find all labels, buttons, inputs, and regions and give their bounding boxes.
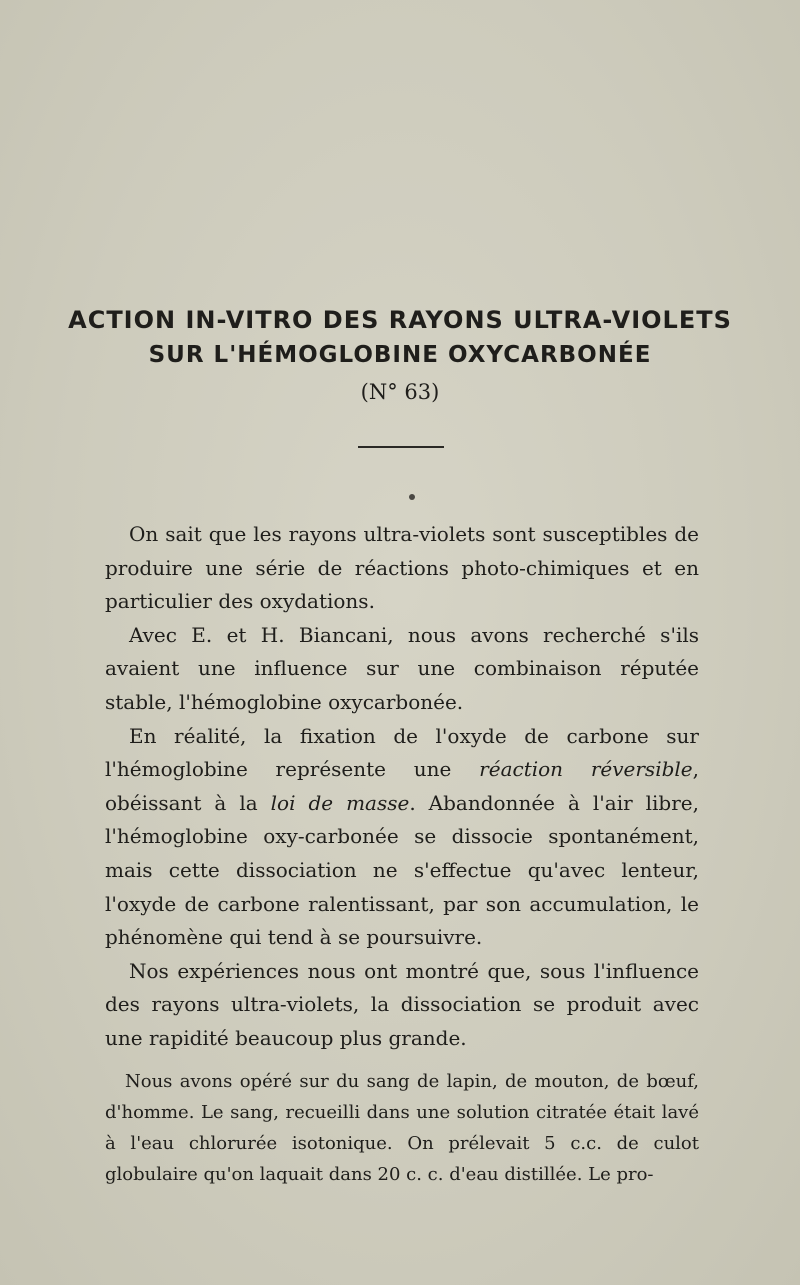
paragraph-3-part-a: En réalité, la fixation de l'oxyde de carbone sur l'hémoglobine représente une (105, 723, 699, 782)
emphasis-reaction-reversible: réaction réversible (479, 757, 693, 782)
ink-dot (409, 494, 415, 500)
separator-rule (358, 446, 444, 448)
paragraph-3-part-c: . Abandonnée à l'air libre, l'hémoglobine oxy-carbonée se dissocie spontanément, mais cette dissociation ne s'effectue qu'avec lenteur, l'oxyde de carbone ralentissant, par son accumulation, le phénomène qui tend à se poursuivre. (105, 790, 699, 950)
article-number: (N° 63) (360, 380, 440, 404)
title-line-2: SUR L'HÉMOGLOBINE OXYCARBONÉE (148, 342, 652, 368)
paragraph-3 (105, 720, 699, 955)
emphasis-loi-de-masse: loi de masse (270, 790, 410, 815)
paragraph-5: Nous avons opéré sur du sang de lapin, de mouton, de bœuf, d'homme. Le sang, recueilli dans une solution citratée était lavé à l'eau chlorurée isotonique. On prélevait 5 c.c. de culot globulaire qu'on laquait dans 20 c. c. d'eau distillée. Le pro- (105, 1071, 699, 1185)
paragraph-1: On sait que les rayons ultra-violets sont susceptibles de produire une série de réactions photo-chimiques et en particulier des oxydations. (105, 522, 699, 614)
methods-text (105, 1066, 699, 1190)
title-line-1: ACTION IN-VITRO DES RAYONS ULTRA-VIOLETS (68, 306, 732, 334)
paragraph-3-part-b: , obéissant à la (105, 757, 699, 815)
paragraph-4: Nos expériences nous ont montré que, sous l'influence des rayons ultra-violets, la dissociation se produit avec une rapidité beaucoup plus grande. (105, 958, 699, 1050)
paragraph-2: Avec E. et H. Biancani, nous avons recherché s'ils avaient une influence sur une combinaison réputée stable, l'hémoglobine oxycarbonée. (105, 622, 699, 714)
main-text (105, 518, 699, 1056)
